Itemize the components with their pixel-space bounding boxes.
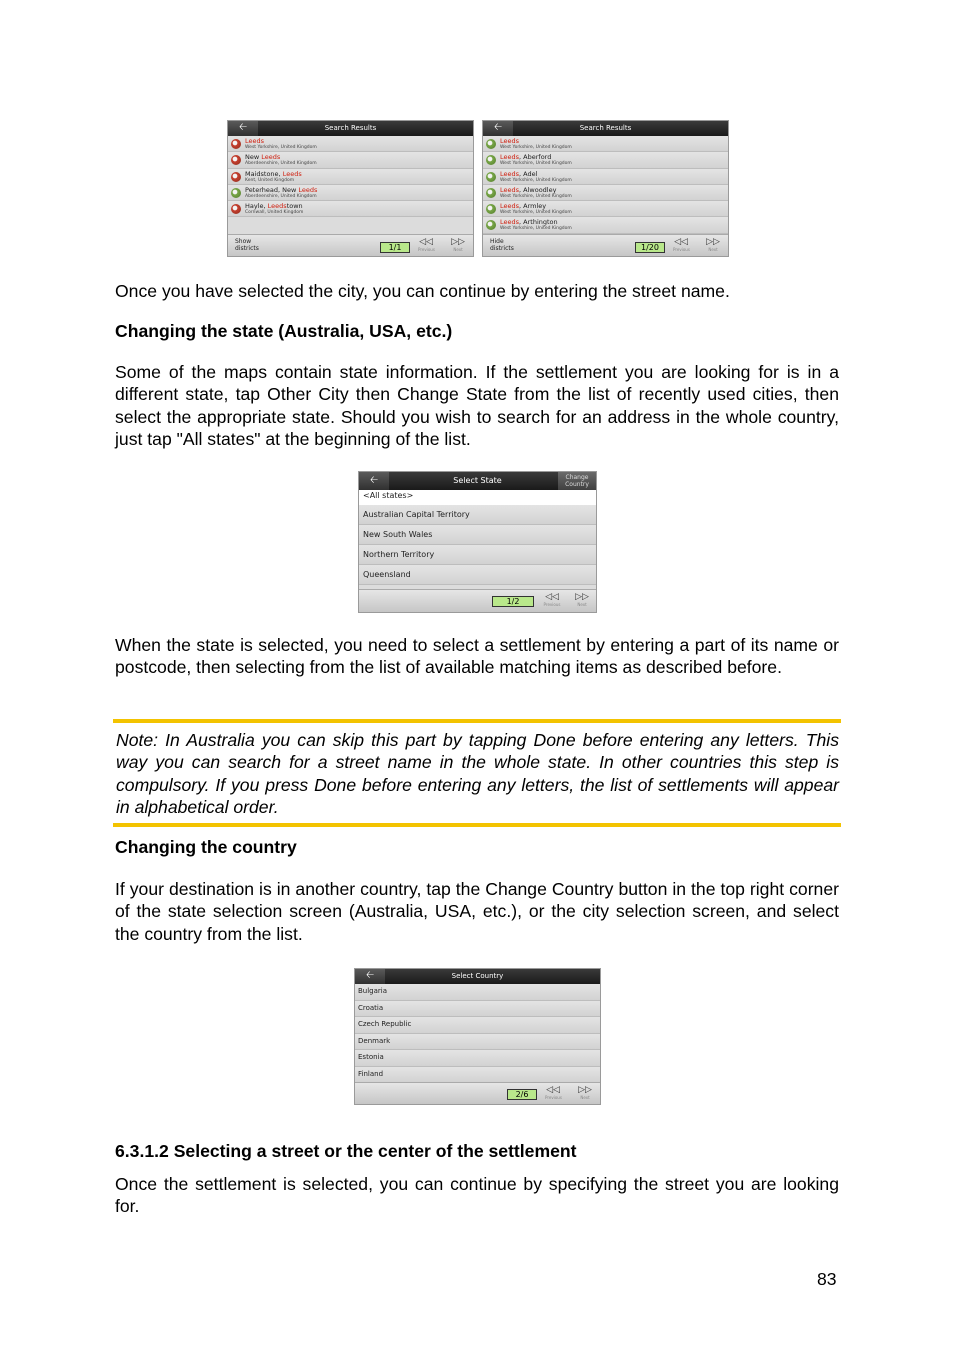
heading-changing-country: Changing the country xyxy=(115,837,297,857)
list-item[interactable]: Australian Capital Territory xyxy=(359,505,596,525)
bottom-bar xyxy=(359,589,596,612)
paragraph-state-info: Some of the maps contain state information. If the settlement you are looking for is in a different state, tap Other City then Change State from the list of recently used cities, then select the appropriate state. Should you wish to search for an address in the whole country, just tap "All states" at the beginning of the list. xyxy=(115,362,839,449)
list-item[interactable] xyxy=(228,152,473,168)
result-detail: West Yorkshire, United Kingdom xyxy=(245,145,317,150)
back-arrow-icon[interactable]: 🡠 xyxy=(355,969,385,984)
result-detail: Aberdeenshire, United Kingdom xyxy=(245,161,317,167)
next-button[interactable]: ▷▷ Next xyxy=(575,592,589,607)
previous-button[interactable]: ◁◁ Previous xyxy=(543,592,561,607)
bottom-bar xyxy=(483,234,728,256)
location-pin-icon xyxy=(231,172,241,182)
result-detail: West Yorkshire, United Kingdom xyxy=(500,210,572,216)
previous-button[interactable]: ◁◁ Previous xyxy=(418,237,435,252)
page-number: 83 xyxy=(817,1269,837,1289)
paragraph-change-country: If your destination is in another country, tap the Change Country button in the top right corner of the state selection screen (Australia, USA, etc.), or the city selection screen, and select the country from the list. xyxy=(115,879,839,944)
screenshot-select-state xyxy=(358,471,597,613)
location-pin-icon xyxy=(486,220,496,230)
location-pin-icon xyxy=(231,139,241,149)
title-bar: 🡠 Search Results xyxy=(228,121,473,136)
list-item[interactable] xyxy=(483,136,728,152)
skip-next-icon: ▷▷ xyxy=(578,1085,592,1095)
change-country-button[interactable]: Change Country xyxy=(558,472,596,490)
title-bar: 🡠 Search Results xyxy=(483,121,728,136)
page-indicator: 1/20 xyxy=(635,242,665,253)
list-item[interactable] xyxy=(483,152,728,168)
list-item[interactable]: Bulgaria xyxy=(355,984,600,1001)
list-item[interactable] xyxy=(483,169,728,185)
list-item[interactable] xyxy=(483,185,728,201)
note-text: Note: In Australia you can skip this part by tapping Done before entering any letters. This way you can search for a street name in the whole state. In other countries this step is compulsory. If you press Done before entering any letters, the list of settlements will appear in alphabetical order. xyxy=(116,730,839,817)
result-name: New Leeds xyxy=(245,153,281,162)
location-pin-icon xyxy=(486,155,496,165)
list-item[interactable]: Northern Territory xyxy=(359,545,596,565)
skip-next-icon: ▷▷ xyxy=(575,592,589,602)
skip-previous-icon: ◁◁ xyxy=(546,1085,560,1095)
page-indicator: 1/2 xyxy=(492,596,534,607)
result-detail: West Yorkshire, United Kingdom xyxy=(500,145,572,150)
result-detail: West Yorkshire, United Kingdom xyxy=(500,177,572,183)
back-arrow-icon[interactable]: 🡠 xyxy=(483,121,513,136)
location-pin-icon xyxy=(486,172,496,182)
skip-previous-icon: ◁◁ xyxy=(674,237,688,247)
note-box xyxy=(113,719,841,827)
next-button[interactable]: ▷▷ Next xyxy=(578,1085,592,1100)
show-districts-button[interactable]: Show districts xyxy=(235,238,259,252)
bottom-bar xyxy=(355,1082,600,1104)
back-arrow-icon[interactable]: 🡠 xyxy=(359,472,389,490)
result-name: Maidstone, Leeds xyxy=(245,169,302,178)
bottom-bar xyxy=(228,234,473,256)
result-name: Leeds, Adel xyxy=(500,169,538,178)
heading-changing-state: Changing the state (Australia, USA, etc.) xyxy=(115,321,453,341)
list-item[interactable]: Finland xyxy=(355,1067,600,1084)
list-item[interactable]: Estonia xyxy=(355,1050,600,1067)
skip-next-icon: ▷▷ xyxy=(706,237,720,247)
result-name: Leeds xyxy=(500,137,520,145)
next-button[interactable]: ▷▷ Next xyxy=(451,237,465,252)
list-item[interactable] xyxy=(483,201,728,217)
list-item[interactable]: New South Wales xyxy=(359,525,596,545)
title-bar: 🡠 Select Country xyxy=(355,969,600,984)
previous-button[interactable]: ◁◁ Previous xyxy=(545,1085,562,1100)
paragraph-street: Once the settlement is selected, you can continue by specifying the street you are looking for. xyxy=(115,1174,839,1217)
hide-districts-button[interactable]: Hide districts xyxy=(490,238,514,252)
list-item[interactable]: Denmark xyxy=(355,1034,600,1051)
location-pin-icon xyxy=(231,155,241,165)
result-name: Leeds xyxy=(245,137,265,145)
list-item[interactable] xyxy=(228,201,473,217)
list-item[interactable] xyxy=(228,136,473,152)
skip-next-icon: ▷▷ xyxy=(451,237,465,247)
heading-selecting-street: 6.3.1.2 Selecting a street or the center of the settlement xyxy=(115,1141,577,1161)
page-indicator: 1/1 xyxy=(380,242,410,253)
location-pin-icon xyxy=(486,204,496,214)
result-detail: West Yorkshire, United Kingdom xyxy=(500,161,572,167)
page-indicator: 2/6 xyxy=(507,1089,537,1100)
result-detail: Cornwall, United Kingdom xyxy=(245,210,304,216)
back-arrow-icon[interactable]: 🡠 xyxy=(228,121,258,136)
list-item[interactable] xyxy=(228,169,473,185)
result-name: Leeds, Armley xyxy=(500,202,547,211)
location-pin-icon xyxy=(231,188,241,198)
list-item[interactable]: Queensland xyxy=(359,565,596,585)
result-name: Leeds, Arthington xyxy=(500,218,558,227)
skip-previous-icon: ◁◁ xyxy=(545,592,559,602)
location-pin-icon xyxy=(486,139,496,149)
paragraph-city-selected: Once you have selected the city, you can continue by entering the street name. xyxy=(115,281,730,301)
list-item[interactable] xyxy=(228,185,473,201)
result-name: Peterhead, New Leeds xyxy=(245,185,318,194)
result-detail: West Yorkshire, United Kingdom xyxy=(500,226,572,232)
location-pin-icon xyxy=(486,188,496,198)
previous-button[interactable]: ◁◁ Previous xyxy=(673,237,690,252)
next-button[interactable]: ▷▷ Next xyxy=(706,237,720,252)
result-detail: West Yorkshire, United Kingdom xyxy=(500,193,572,199)
screenshot-search-results-2 xyxy=(482,120,729,257)
list-item[interactable] xyxy=(483,217,728,233)
list-item-all-states[interactable]: <All states> xyxy=(359,490,596,505)
result-name: Leeds, Alwoodley xyxy=(500,185,557,194)
skip-previous-icon: ◁◁ xyxy=(419,237,433,247)
location-pin-icon xyxy=(231,204,241,214)
list-item[interactable]: Czech Republic xyxy=(355,1017,600,1034)
result-detail: Aberdeenshire, United Kingdom xyxy=(245,193,317,199)
screenshot-select-country xyxy=(354,968,601,1105)
result-name: Hayle, Leedstown xyxy=(245,202,303,211)
title-bar: 🡠 Select State Change Country xyxy=(359,472,596,490)
result-detail: Kent, United Kingdom xyxy=(245,177,295,183)
screenshot-search-results-1 xyxy=(227,120,474,257)
list-item[interactable]: Croatia xyxy=(355,1001,600,1018)
paragraph-state-selected: When the state is selected, you need to select a settlement by entering a part of its name or postcode, then selecting from the list of available matching items as described before. xyxy=(115,635,839,678)
result-name: Leeds, Aberford xyxy=(500,153,552,162)
